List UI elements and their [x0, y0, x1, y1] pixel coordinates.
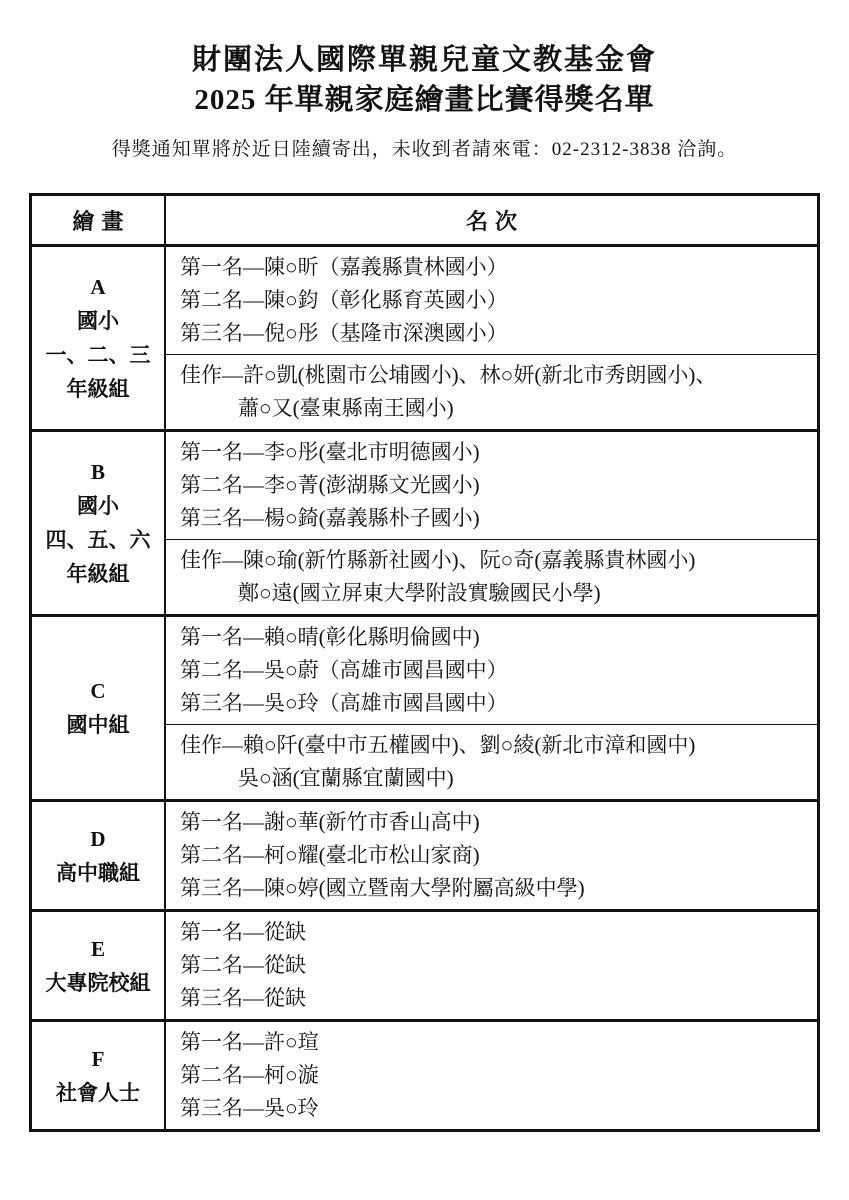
result-line: 第三名—楊○錡(嘉義縣朴子國小)	[180, 506, 480, 530]
result-line: 第三名—吳○玲	[180, 1096, 319, 1120]
group-label-cell	[32, 802, 166, 909]
award-table	[29, 193, 820, 1132]
group-results-cell	[166, 247, 817, 429]
group-label-line: B	[90, 460, 105, 484]
result-block	[166, 539, 817, 614]
result-line: 第一名—李○彤(臺北市明德國小)	[180, 440, 480, 464]
notice-text: 得獎通知單將於近日陸續寄出，未收到者請來電：02-2312-3838 洽詢。	[111, 139, 738, 160]
result-line: 吳○涵(宜蘭縣宜蘭國中)	[238, 766, 454, 790]
group-results-cell	[166, 1022, 817, 1129]
result-line: 第三名—從缺	[180, 986, 306, 1010]
result-line: 第三名—陳○婷(國立暨南大學附屬高級中學)	[180, 876, 585, 900]
result-block	[166, 724, 817, 799]
result-line: 第一名—謝○華(新竹市香山高中)	[180, 810, 480, 834]
result-line: 第一名—許○瑄	[180, 1030, 319, 1054]
column-header-ranking: 名次	[465, 208, 524, 234]
result-line: 第三名—倪○彤（基隆市深澳國小）	[180, 321, 508, 345]
result-block	[166, 354, 817, 429]
award-group-row	[32, 614, 817, 799]
group-label-line: 年級組	[66, 562, 130, 586]
group-label-line: F	[91, 1046, 105, 1071]
group-label-cell	[32, 432, 166, 614]
group-label-cell	[32, 247, 166, 429]
result-line: 第二名—從缺	[180, 953, 306, 977]
table-body	[32, 244, 817, 1129]
award-group-row	[32, 909, 817, 1019]
group-label-cell	[32, 912, 166, 1019]
result-line: 第三名—吳○玲（高雄市國昌國中）	[180, 691, 508, 715]
result-block	[166, 802, 817, 909]
result-line: 第一名—陳○昕（嘉義縣貴林國小）	[180, 255, 508, 279]
group-label-line: 大專院校組	[45, 970, 151, 995]
result-line: 第二名—吳○蔚（高雄市國昌國中）	[180, 658, 508, 682]
result-line: 第二名—陳○鈞（彰化縣育英國小）	[180, 288, 508, 312]
result-block	[166, 912, 817, 1019]
group-results-cell	[166, 617, 817, 799]
result-block	[166, 247, 817, 354]
group-label-line: A	[90, 275, 106, 299]
award-group-row	[32, 244, 817, 429]
page-title: 2025 年單親家庭繪畫比賽得獎名單	[194, 84, 655, 116]
group-label-line: D	[90, 826, 106, 851]
group-results-cell	[166, 802, 817, 909]
result-line: 佳作—許○凱(桃園市公埔國小)、林○妍(新北市秀朗國小)、	[180, 363, 717, 387]
result-line: 第二名—李○菁(澎湖縣文光國小)	[180, 473, 480, 497]
group-results-cell	[166, 912, 817, 1019]
result-line: 佳作—賴○阡(臺中市五權國中)、劉○綾(新北市漳和國中)	[180, 733, 696, 757]
result-block	[166, 1022, 817, 1129]
result-line: 佳作—陳○瑜(新竹縣新社國小)、阮○奇(嘉義縣貴林國小)	[180, 548, 696, 572]
group-label-line: 一、二、三	[45, 343, 151, 367]
result-block	[166, 617, 817, 724]
group-label-line: 國中組	[66, 713, 130, 737]
result-line: 第二名—柯○漩	[180, 1063, 319, 1087]
group-label-line: 國小	[77, 309, 119, 333]
award-group-row	[32, 1019, 817, 1129]
result-line: 蕭○又(臺東縣南王國小)	[238, 396, 454, 420]
group-results-cell	[166, 432, 817, 614]
group-label-line: 社會人士	[56, 1080, 140, 1105]
group-label-line: E	[90, 936, 105, 961]
result-line: 第一名—從缺	[180, 920, 306, 944]
result-block	[166, 432, 817, 539]
award-group-row	[32, 799, 817, 909]
organization-title: 財團法人國際單親兒童文教基金會	[191, 44, 657, 76]
result-line: 鄭○遠(國立屏東大學附設實驗國民小學)	[238, 581, 601, 605]
column-header-category: 繪畫	[32, 196, 166, 244]
award-group-row	[32, 429, 817, 614]
group-label-line: 國小	[77, 494, 119, 518]
result-line: 第二名—柯○耀(臺北市松山家商)	[180, 843, 480, 867]
group-label-line: 年級組	[66, 377, 130, 401]
group-label-line: 四、五、六	[45, 528, 151, 552]
group-label-line: C	[90, 679, 106, 703]
result-line: 第一名—賴○晴(彰化縣明倫國中)	[180, 625, 480, 649]
group-label-cell	[32, 1022, 166, 1129]
table-header-row	[32, 196, 817, 244]
group-label-cell	[32, 617, 166, 799]
group-label-line: 高中職組	[56, 860, 140, 885]
